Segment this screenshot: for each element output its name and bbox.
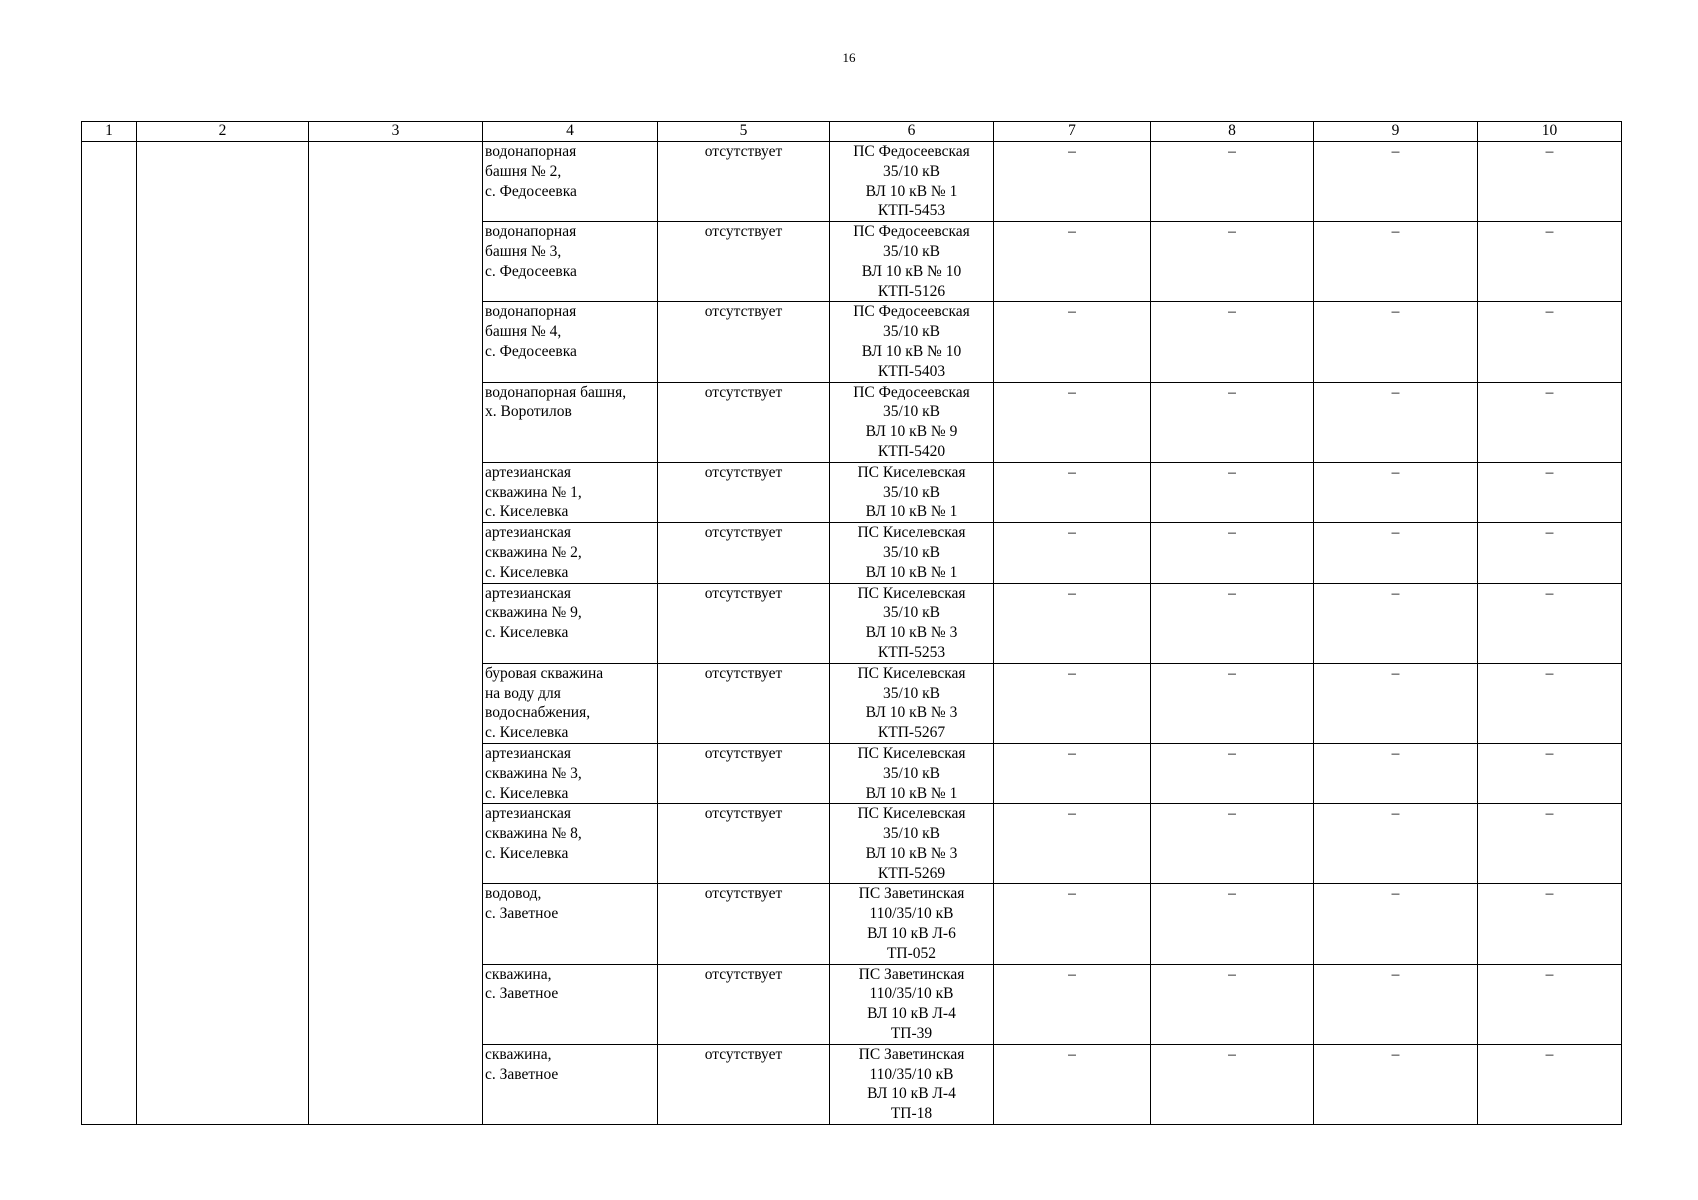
col7-cell: – xyxy=(994,462,1151,522)
column-header-3: 3 xyxy=(309,122,483,142)
col7-cell: – xyxy=(994,583,1151,663)
col7-cell: – xyxy=(994,523,1151,583)
col7-cell: – xyxy=(994,964,1151,1044)
col10-cell: – xyxy=(1478,523,1622,583)
object-cell: водонапорная башня № 4, с. Федосеевка xyxy=(483,302,658,382)
column-header-5: 5 xyxy=(658,122,830,142)
object-cell: артезианская скважина № 1, с. Киселевка xyxy=(483,462,658,522)
col9-cell: – xyxy=(1314,964,1478,1044)
col7-cell: – xyxy=(994,382,1151,462)
col10-cell: – xyxy=(1478,583,1622,663)
object-cell: скважина, с. Заветное xyxy=(483,964,658,1044)
col9-cell: – xyxy=(1314,884,1478,964)
col8-cell: – xyxy=(1151,583,1314,663)
power-source-cell: ПС Федосеевская 35/10 кВ ВЛ 10 кВ № 10 КТП-5403 xyxy=(830,302,994,382)
capacity-cell: отсутствует xyxy=(658,302,830,382)
capacity-cell: отсутствует xyxy=(658,804,830,884)
col8-cell: – xyxy=(1151,884,1314,964)
col8-cell: – xyxy=(1151,142,1314,222)
column-header-10: 10 xyxy=(1478,122,1622,142)
capacity-cell: отсутствует xyxy=(658,663,830,743)
col8-cell: – xyxy=(1151,743,1314,803)
capacity-cell: отсутствует xyxy=(658,382,830,462)
merged-empty-cell-col3 xyxy=(309,142,483,1125)
col10-cell: – xyxy=(1478,964,1622,1044)
power-source-cell: ПС Киселевская 35/10 кВ ВЛ 10 кВ № 1 xyxy=(830,743,994,803)
column-header-2: 2 xyxy=(137,122,309,142)
capacity-cell: отсутствует xyxy=(658,884,830,964)
col8-cell: – xyxy=(1151,222,1314,302)
table-body xyxy=(82,142,1622,1125)
col10-cell: – xyxy=(1478,302,1622,382)
col8-cell: – xyxy=(1151,1044,1314,1124)
column-number-row xyxy=(82,122,1622,142)
power-source-cell: ПС Заветинская 110/35/10 кВ ВЛ 10 кВ Л-4 ТП-18 xyxy=(830,1044,994,1124)
data-table xyxy=(81,121,1622,1125)
col8-cell: – xyxy=(1151,462,1314,522)
object-cell: скважина, с. Заветное xyxy=(483,1044,658,1124)
col10-cell: – xyxy=(1478,142,1622,222)
col7-cell: – xyxy=(994,663,1151,743)
column-header-8: 8 xyxy=(1151,122,1314,142)
col9-cell: – xyxy=(1314,583,1478,663)
col7-cell: – xyxy=(994,222,1151,302)
col9-cell: – xyxy=(1314,382,1478,462)
power-source-cell: ПС Заветинская 110/35/10 кВ ВЛ 10 кВ Л-4 ТП-39 xyxy=(830,964,994,1044)
capacity-cell: отсутствует xyxy=(658,964,830,1044)
capacity-cell: отсутствует xyxy=(658,142,830,222)
power-source-cell: ПС Киселевская 35/10 кВ ВЛ 10 кВ № 1 xyxy=(830,523,994,583)
capacity-cell: отсутствует xyxy=(658,462,830,522)
col9-cell: – xyxy=(1314,142,1478,222)
col9-cell: – xyxy=(1314,743,1478,803)
power-source-cell: ПС Федосеевская 35/10 кВ ВЛ 10 кВ № 9 КТП-5420 xyxy=(830,382,994,462)
object-cell: артезианская скважина № 8, с. Киселевка xyxy=(483,804,658,884)
object-cell: артезианская скважина № 2, с. Киселевка xyxy=(483,523,658,583)
col10-cell: – xyxy=(1478,663,1622,743)
capacity-cell: отсутствует xyxy=(658,583,830,663)
column-header-9: 9 xyxy=(1314,122,1478,142)
power-source-cell: ПС Федосеевская 35/10 кВ ВЛ 10 кВ № 1 КТП-5453 xyxy=(830,142,994,222)
col9-cell: – xyxy=(1314,462,1478,522)
object-cell: артезианская скважина № 9, с. Киселевка xyxy=(483,583,658,663)
col9-cell: – xyxy=(1314,523,1478,583)
column-header-6: 6 xyxy=(830,122,994,142)
power-source-cell: ПС Киселевская 35/10 кВ ВЛ 10 кВ № 3 КТП-5267 xyxy=(830,663,994,743)
page-number: 16 xyxy=(842,50,856,65)
col7-cell: – xyxy=(994,743,1151,803)
capacity-cell: отсутствует xyxy=(658,222,830,302)
col8-cell: – xyxy=(1151,302,1314,382)
col7-cell: – xyxy=(994,1044,1151,1124)
col7-cell: – xyxy=(994,804,1151,884)
col10-cell: – xyxy=(1478,1044,1622,1124)
capacity-cell: отсутствует xyxy=(658,1044,830,1124)
object-cell: водонапорная башня № 2, с. Федосеевка xyxy=(483,142,658,222)
col9-cell: – xyxy=(1314,302,1478,382)
col8-cell: – xyxy=(1151,523,1314,583)
capacity-cell: отсутствует xyxy=(658,743,830,803)
col8-cell: – xyxy=(1151,804,1314,884)
power-source-cell: ПС Киселевская 35/10 кВ ВЛ 10 кВ № 3 КТП-5269 xyxy=(830,804,994,884)
col9-cell: – xyxy=(1314,804,1478,884)
col9-cell: – xyxy=(1314,1044,1478,1124)
col7-cell: – xyxy=(994,884,1151,964)
power-source-cell: ПС Киселевская 35/10 кВ ВЛ 10 кВ № 1 xyxy=(830,462,994,522)
power-source-cell: ПС Киселевская 35/10 кВ ВЛ 10 кВ № 3 КТП-5253 xyxy=(830,583,994,663)
col10-cell: – xyxy=(1478,462,1622,522)
merged-empty-cell-col2 xyxy=(137,142,309,1125)
col9-cell: – xyxy=(1314,663,1478,743)
object-cell: водонапорная башня № 3, с. Федосеевка xyxy=(483,222,658,302)
col10-cell: – xyxy=(1478,222,1622,302)
object-cell: водонапорная башня, х. Воротилов xyxy=(483,382,658,462)
table-row xyxy=(82,142,1622,222)
col8-cell: – xyxy=(1151,964,1314,1044)
column-header-4: 4 xyxy=(483,122,658,142)
col7-cell: – xyxy=(994,142,1151,222)
col8-cell: – xyxy=(1151,663,1314,743)
object-cell: буровая скважина на воду для водоснабжения, с. Киселевка xyxy=(483,663,658,743)
col9-cell: – xyxy=(1314,222,1478,302)
col7-cell: – xyxy=(994,302,1151,382)
object-cell: артезианская скважина № 3, с. Киселевка xyxy=(483,743,658,803)
column-header-1: 1 xyxy=(82,122,137,142)
merged-empty-cell-col1 xyxy=(82,142,137,1125)
col10-cell: – xyxy=(1478,884,1622,964)
capacity-cell: отсутствует xyxy=(658,523,830,583)
col10-cell: – xyxy=(1478,382,1622,462)
power-source-cell: ПС Заветинская 110/35/10 кВ ВЛ 10 кВ Л-6 ТП-052 xyxy=(830,884,994,964)
column-header-7: 7 xyxy=(994,122,1151,142)
col8-cell: – xyxy=(1151,382,1314,462)
col10-cell: – xyxy=(1478,743,1622,803)
power-source-cell: ПС Федосеевская 35/10 кВ ВЛ 10 кВ № 10 КТП-5126 xyxy=(830,222,994,302)
object-cell: водовод, с. Заветное xyxy=(483,884,658,964)
col10-cell: – xyxy=(1478,804,1622,884)
